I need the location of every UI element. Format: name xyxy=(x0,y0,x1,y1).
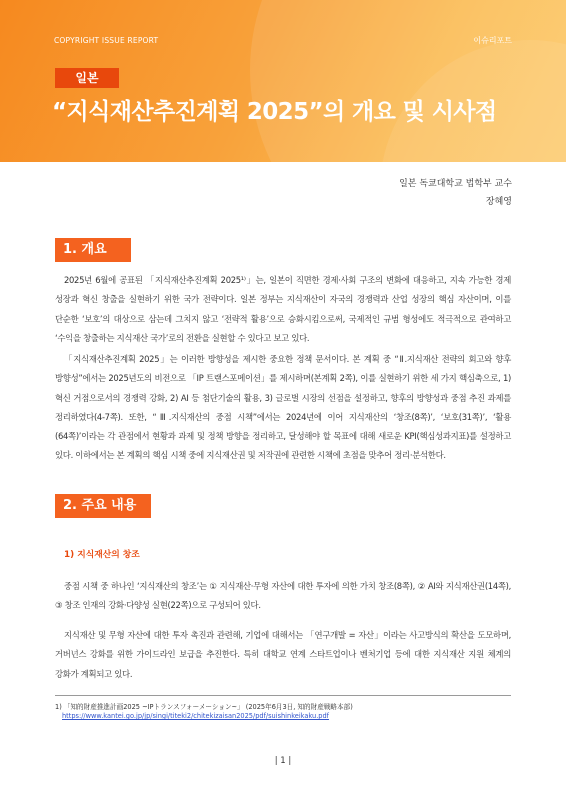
page-number: | 1 | xyxy=(274,756,292,766)
section-heading-text: 2. 주요 내용 xyxy=(63,498,137,513)
section-heading-main-content xyxy=(55,494,151,518)
paragraph: 지식재산 및 무형 자산에 대한 투자 촉진과 관련해, 기업에 대해서는 「연구개발 = 자산」이라는 사고방식의 확산을 도모하며, 거버넌스 강화를 위한 가이드라인 보급을 추진한다. 특히 대학교 연계 스타트업이나 벤처기업 등에 대한 지식재산 지원 체계의 강화가 계획되고 있다. xyxy=(55,630,511,679)
page-title: “지식재산추진계획 2025”의 개요 및 시사점 xyxy=(52,99,497,125)
section-heading-overview xyxy=(55,238,131,262)
paragraph: 「지식재산추진계획 2025」는 이러한 방향성을 제시한 중요한 정책 문서이다. 본 계획 중 “Ⅱ.지식재산 전략의 회고와 향후 방향성”에서는 2025년도의 비전으로 「IP 트랜스포메이션」를 제시하며(본계획 2쪽), 이를 실현하기 위한 세 가지 핵심축으로, 1) 혁신 거점으로서의 경쟁력 강화, 2) AI 등 첨단기술의 활용, 3) 글로벌 시장의 선점을 설정하고, 향후의 방향성과 중점 추진 과제를 정리하였다(4-7쪽). 또한, “Ⅲ.지식재산의 중점 시책”에서는 2024년에 이어 지식재산의 ‘창조(8쪽)’, ‘보호(31쪽)’, ‘활용(64쪽)’이라는 각 관점에서 현황과 과제 및 정책 방향을 정리하고, 달성해야 할 목표에 대해 새로운 KPI(핵심성과지표)를 설정하고 있다. 이하에서는 본 계획의 핵심 시책 중에 지식재산권 및 저작권에 관련한 시책에 초점을 맞추어 정리·분석한다. xyxy=(55,354,511,461)
paragraph: 중점 시책 중 하나인 ‘지식재산의 창조’는 ① 지식재산·무형 자산에 대한 투자에 의한 가치 창조(8쪽), ② AI와 지식재산권(14쪽), ③ 창조 인재의 강화·다양성 실현(22쪽)으로 구성되어 있다. xyxy=(55,581,511,611)
footnote-divider xyxy=(55,695,511,696)
section-heading-text: 1. 개요 xyxy=(63,242,107,257)
paragraph: 2025년 6월에 공표된 「지식재산추진계획 2025¹⁾」는, 일본이 직면한 경제·사회 구조의 변화에 대응하고, 지속 가능한 경제 성장과 혁신 창출을 실현하기 위한 국가 전략이다. 일본 정부는 지식재산이 자국의 경쟁력과 산업 성장의 핵심 자산이며, 이를 단순한 ‘보호’의 대상으로 삼는데 그치지 않고 ‘전략적 활용’으로 승화시킴으로써, 국제적인 규범 형성에도 적극적으로 관여하고 ‘수익을 창출하는 지식재산 국가’로의 전환을 실현할 수 있다고 보고 있다. xyxy=(55,275,511,343)
header-band xyxy=(0,0,566,162)
report-category-label: 이슈리포트 xyxy=(473,36,512,45)
subsection-heading: 1) 지식재산의 창조 xyxy=(64,550,140,560)
report-series-label: COPYRIGHT ISSUE REPORT xyxy=(54,36,159,45)
country-tag: 일본 xyxy=(55,68,119,88)
footnote-link[interactable]: https://www.kantei.go.jp/jp/singi/titeki2/chitekizaisan2025/pdf/suishinkeikaku.pdf xyxy=(62,712,329,720)
author-name: 장혜영 xyxy=(485,197,512,207)
author-affiliation: 일본 독쿄대학교 법학부 교수 xyxy=(399,179,512,189)
footnote-text: 1) 「知的財産推進計画2025 ~IPトランスフォーメーション~」 (2025年6月3日, 知的財産戦略本部) xyxy=(55,703,353,711)
